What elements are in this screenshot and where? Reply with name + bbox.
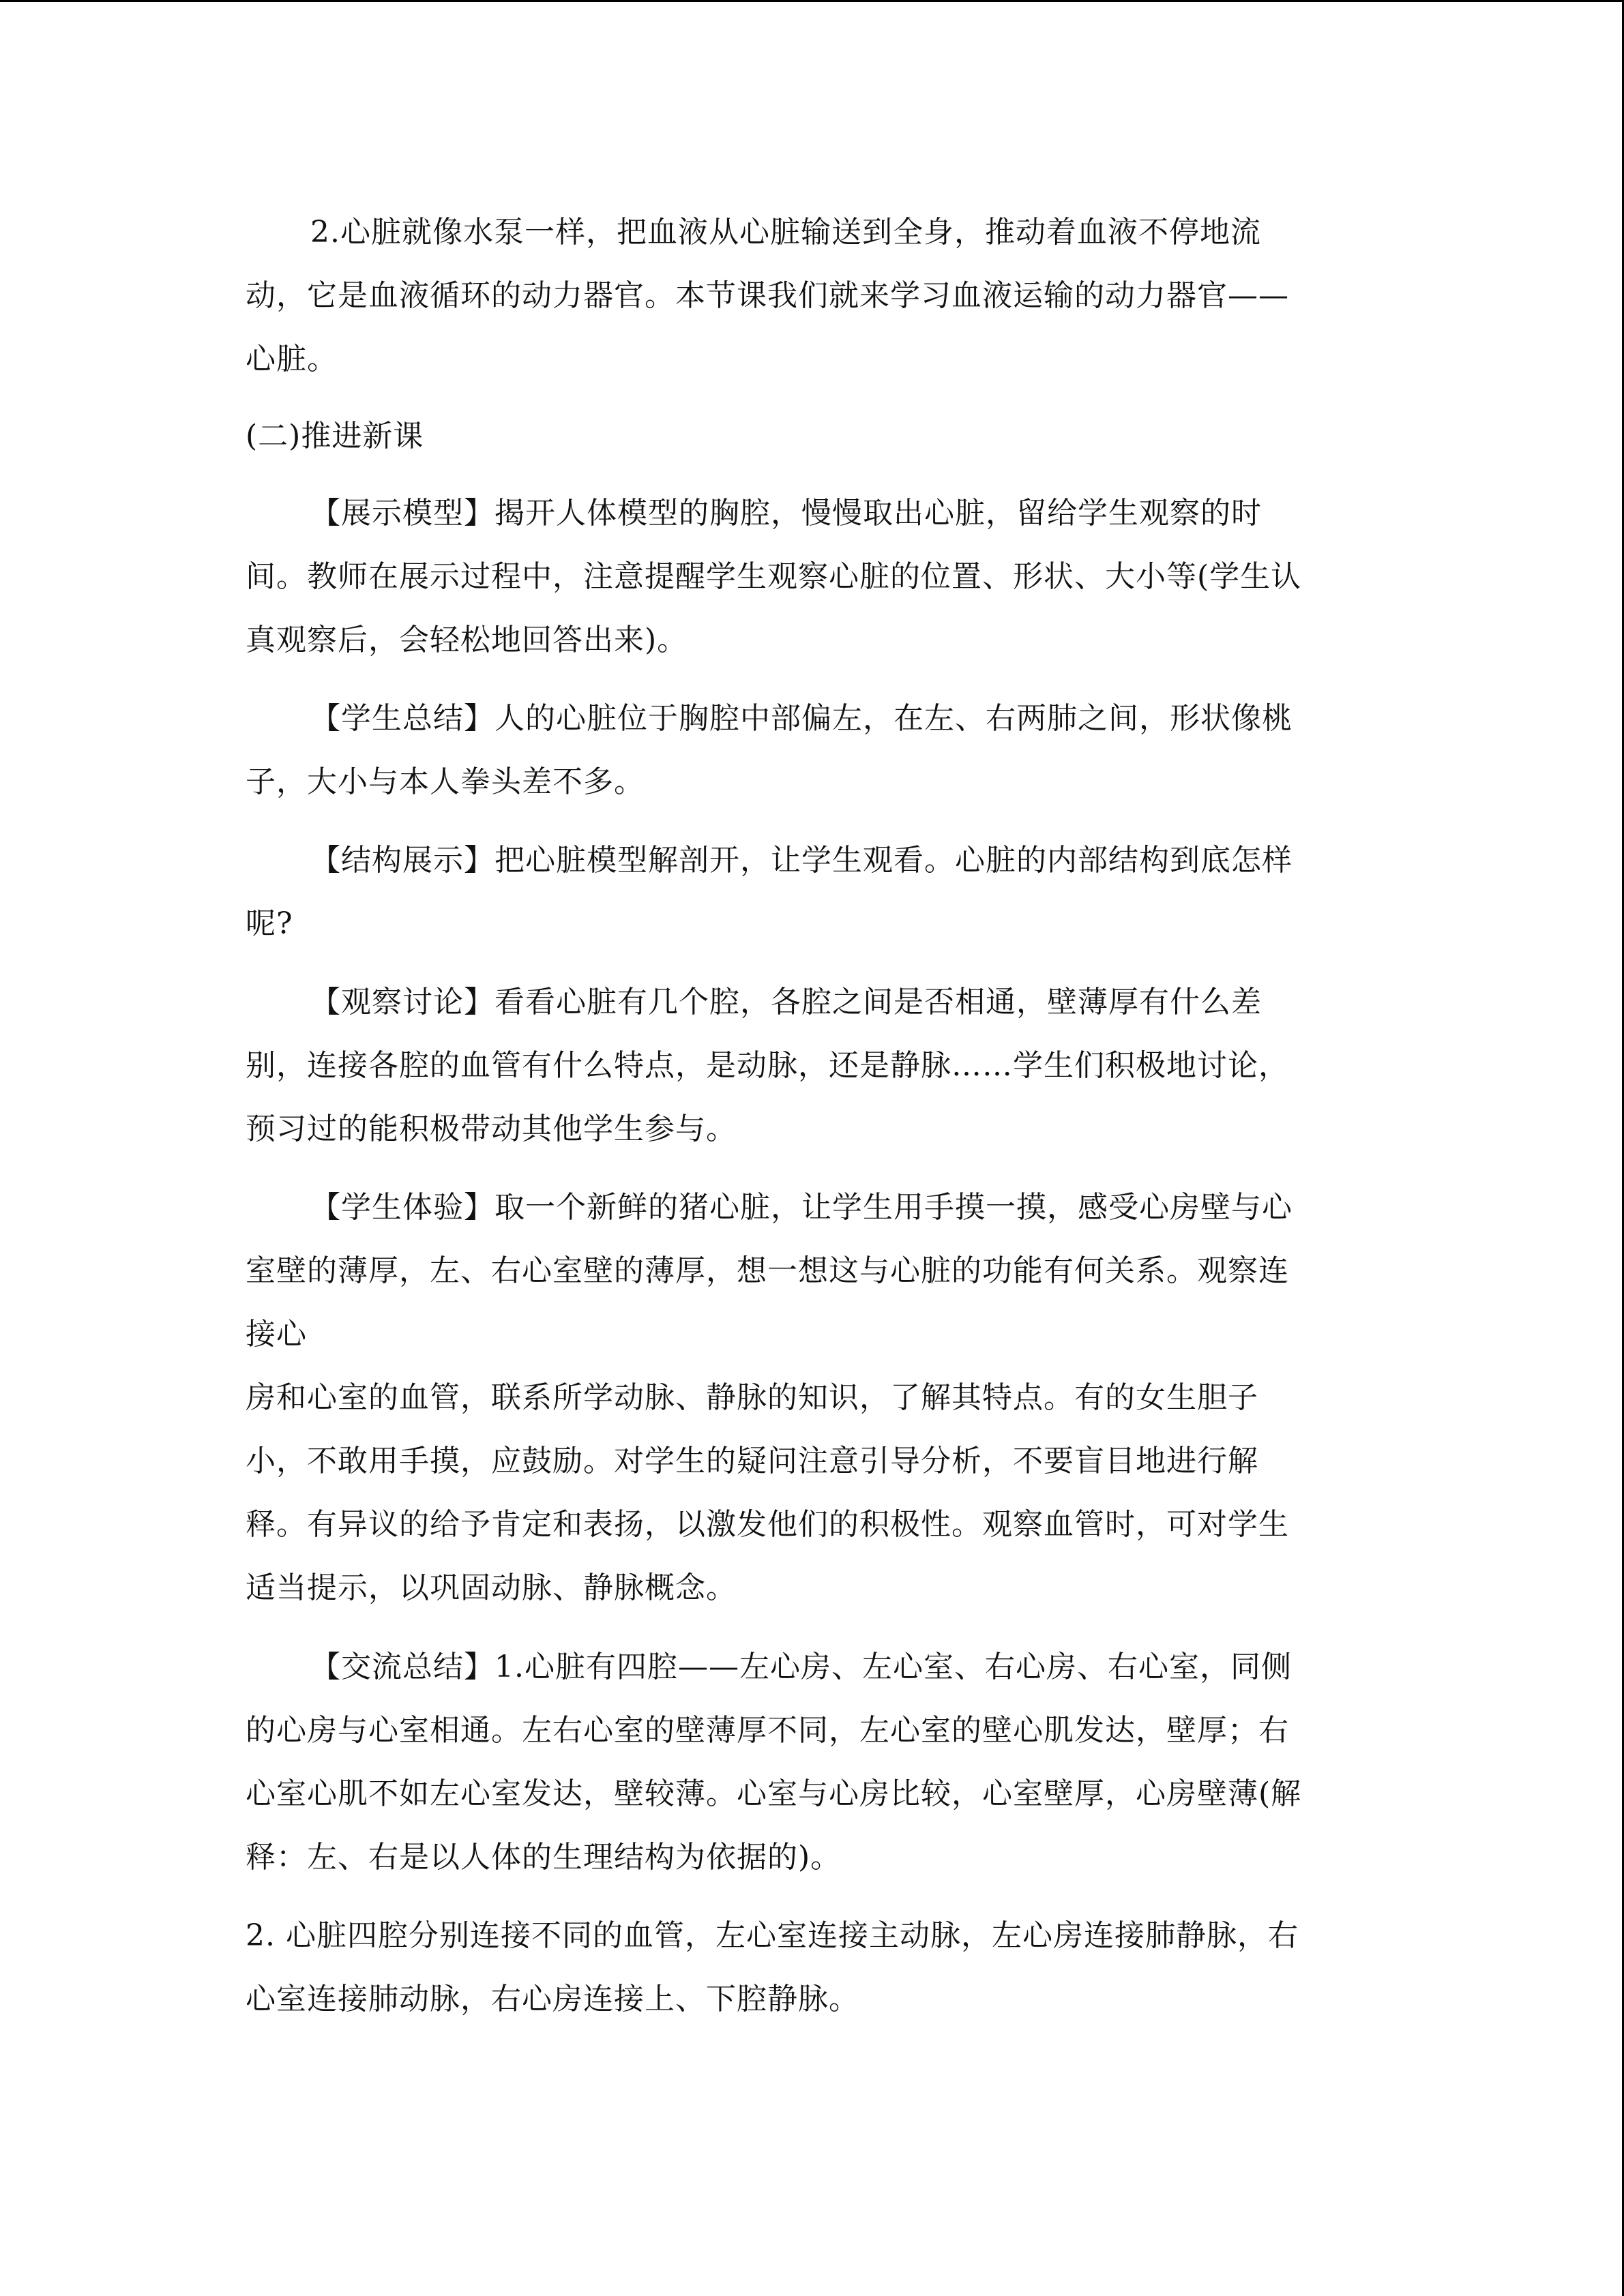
para-experience-line-7: 适当提示，以巩固动脉、静脉概念。 [246,1570,737,1605]
para-experience-line-3: 接心 [246,1317,307,1352]
para-experience-line-4: 房和心室的血管，联系所学动脉、静脉的知识，了解其特点。有的女生胆子 [246,1380,1258,1415]
para-student-summary-line-1: 【学生总结】人的心脏位于胸腔中部偏左，在左、右两肺之间，形状像桃 [310,701,1293,736]
para-exchange-summary-line-1: 【交流总结】1.心脏有四腔——左心房、左心室、右心房、右心室，同侧 [310,1650,1292,1684]
para-intro-line-1: 2.心脏就像水泵一样，把血液从心脏输送到全身，推动着血液不停地流 [310,215,1261,250]
para-exchange-summary-line-2: 的心房与心室相通。左右心室的壁薄厚不同，左心室的壁心肌发达，壁厚；右 [246,1713,1289,1748]
para-display-model-line-3: 真观察后，会轻松地回答出来)。 [246,623,688,657]
para-vessels-line-2: 心室连接肺动脉，右心房连接上、下腔静脉。 [246,1982,859,2016]
para-discussion-line-3: 预习过的能积极带动其他学生参与。 [246,1112,737,1146]
section-heading: (二)推进新课 [246,419,424,453]
para-vessels-line-1: 2. 心脏四腔分别连接不同的血管，左心室连接主动脉，左心房连接肺静脉，右 [246,1918,1299,1953]
para-experience-line-1: 【学生体验】取一个新鲜的猪心脏，让学生用手摸一摸，感受心房壁与心 [310,1190,1293,1225]
para-intro-line-3: 心脏。 [246,342,338,376]
para-structure-line-1: 【结构展示】把心脏模型解剖开，让学生观看。心脏的内部结构到底怎样 [310,843,1293,878]
para-structure-line-2: 呢? [246,906,293,941]
para-experience-line-5: 小，不敢用手摸，应鼓励。对学生的疑问注意引导分析，不要盲目地进行解 [246,1444,1258,1478]
para-student-summary-line-2: 子，大小与本人拳头差不多。 [246,764,645,799]
para-exchange-summary-line-3: 心室心肌不如左心室发达，壁较薄。心室与心房比较，心室壁厚，心房壁薄(解 [246,1776,1302,1811]
para-exchange-summary-line-4: 释：左、右是以人体的生理结构为依据的)。 [246,1840,842,1875]
para-discussion-line-2: 别，连接各腔的血管有什么特点，是动脉，还是静脉……学生们积极地讨论， [246,1048,1289,1083]
para-discussion-line-1: 【观察讨论】看看心脏有几个腔，各腔之间是否相通，壁薄厚有什么差 [310,985,1262,1019]
para-experience-line-2: 室壁的薄厚，左、右心室壁的薄厚，想一想这与心脏的功能有何关系。观察连 [246,1253,1289,1288]
para-display-model-line-2: 间。教师在展示过程中，注意提醒学生观察心脏的位置、形状、大小等(学生认 [246,559,1302,594]
para-experience-line-6: 释。有异议的给予肯定和表扬，以激发他们的积极性。观察血管时，可对学生 [246,1507,1289,1542]
para-intro-line-2: 动，它是血液循环的动力器官。本节课我们就来学习血液运输的动力器官—— [246,278,1289,313]
para-display-model-line-1: 【展示模型】揭开人体模型的胸腔，慢慢取出心脏，留给学生观察的时 [310,496,1262,531]
